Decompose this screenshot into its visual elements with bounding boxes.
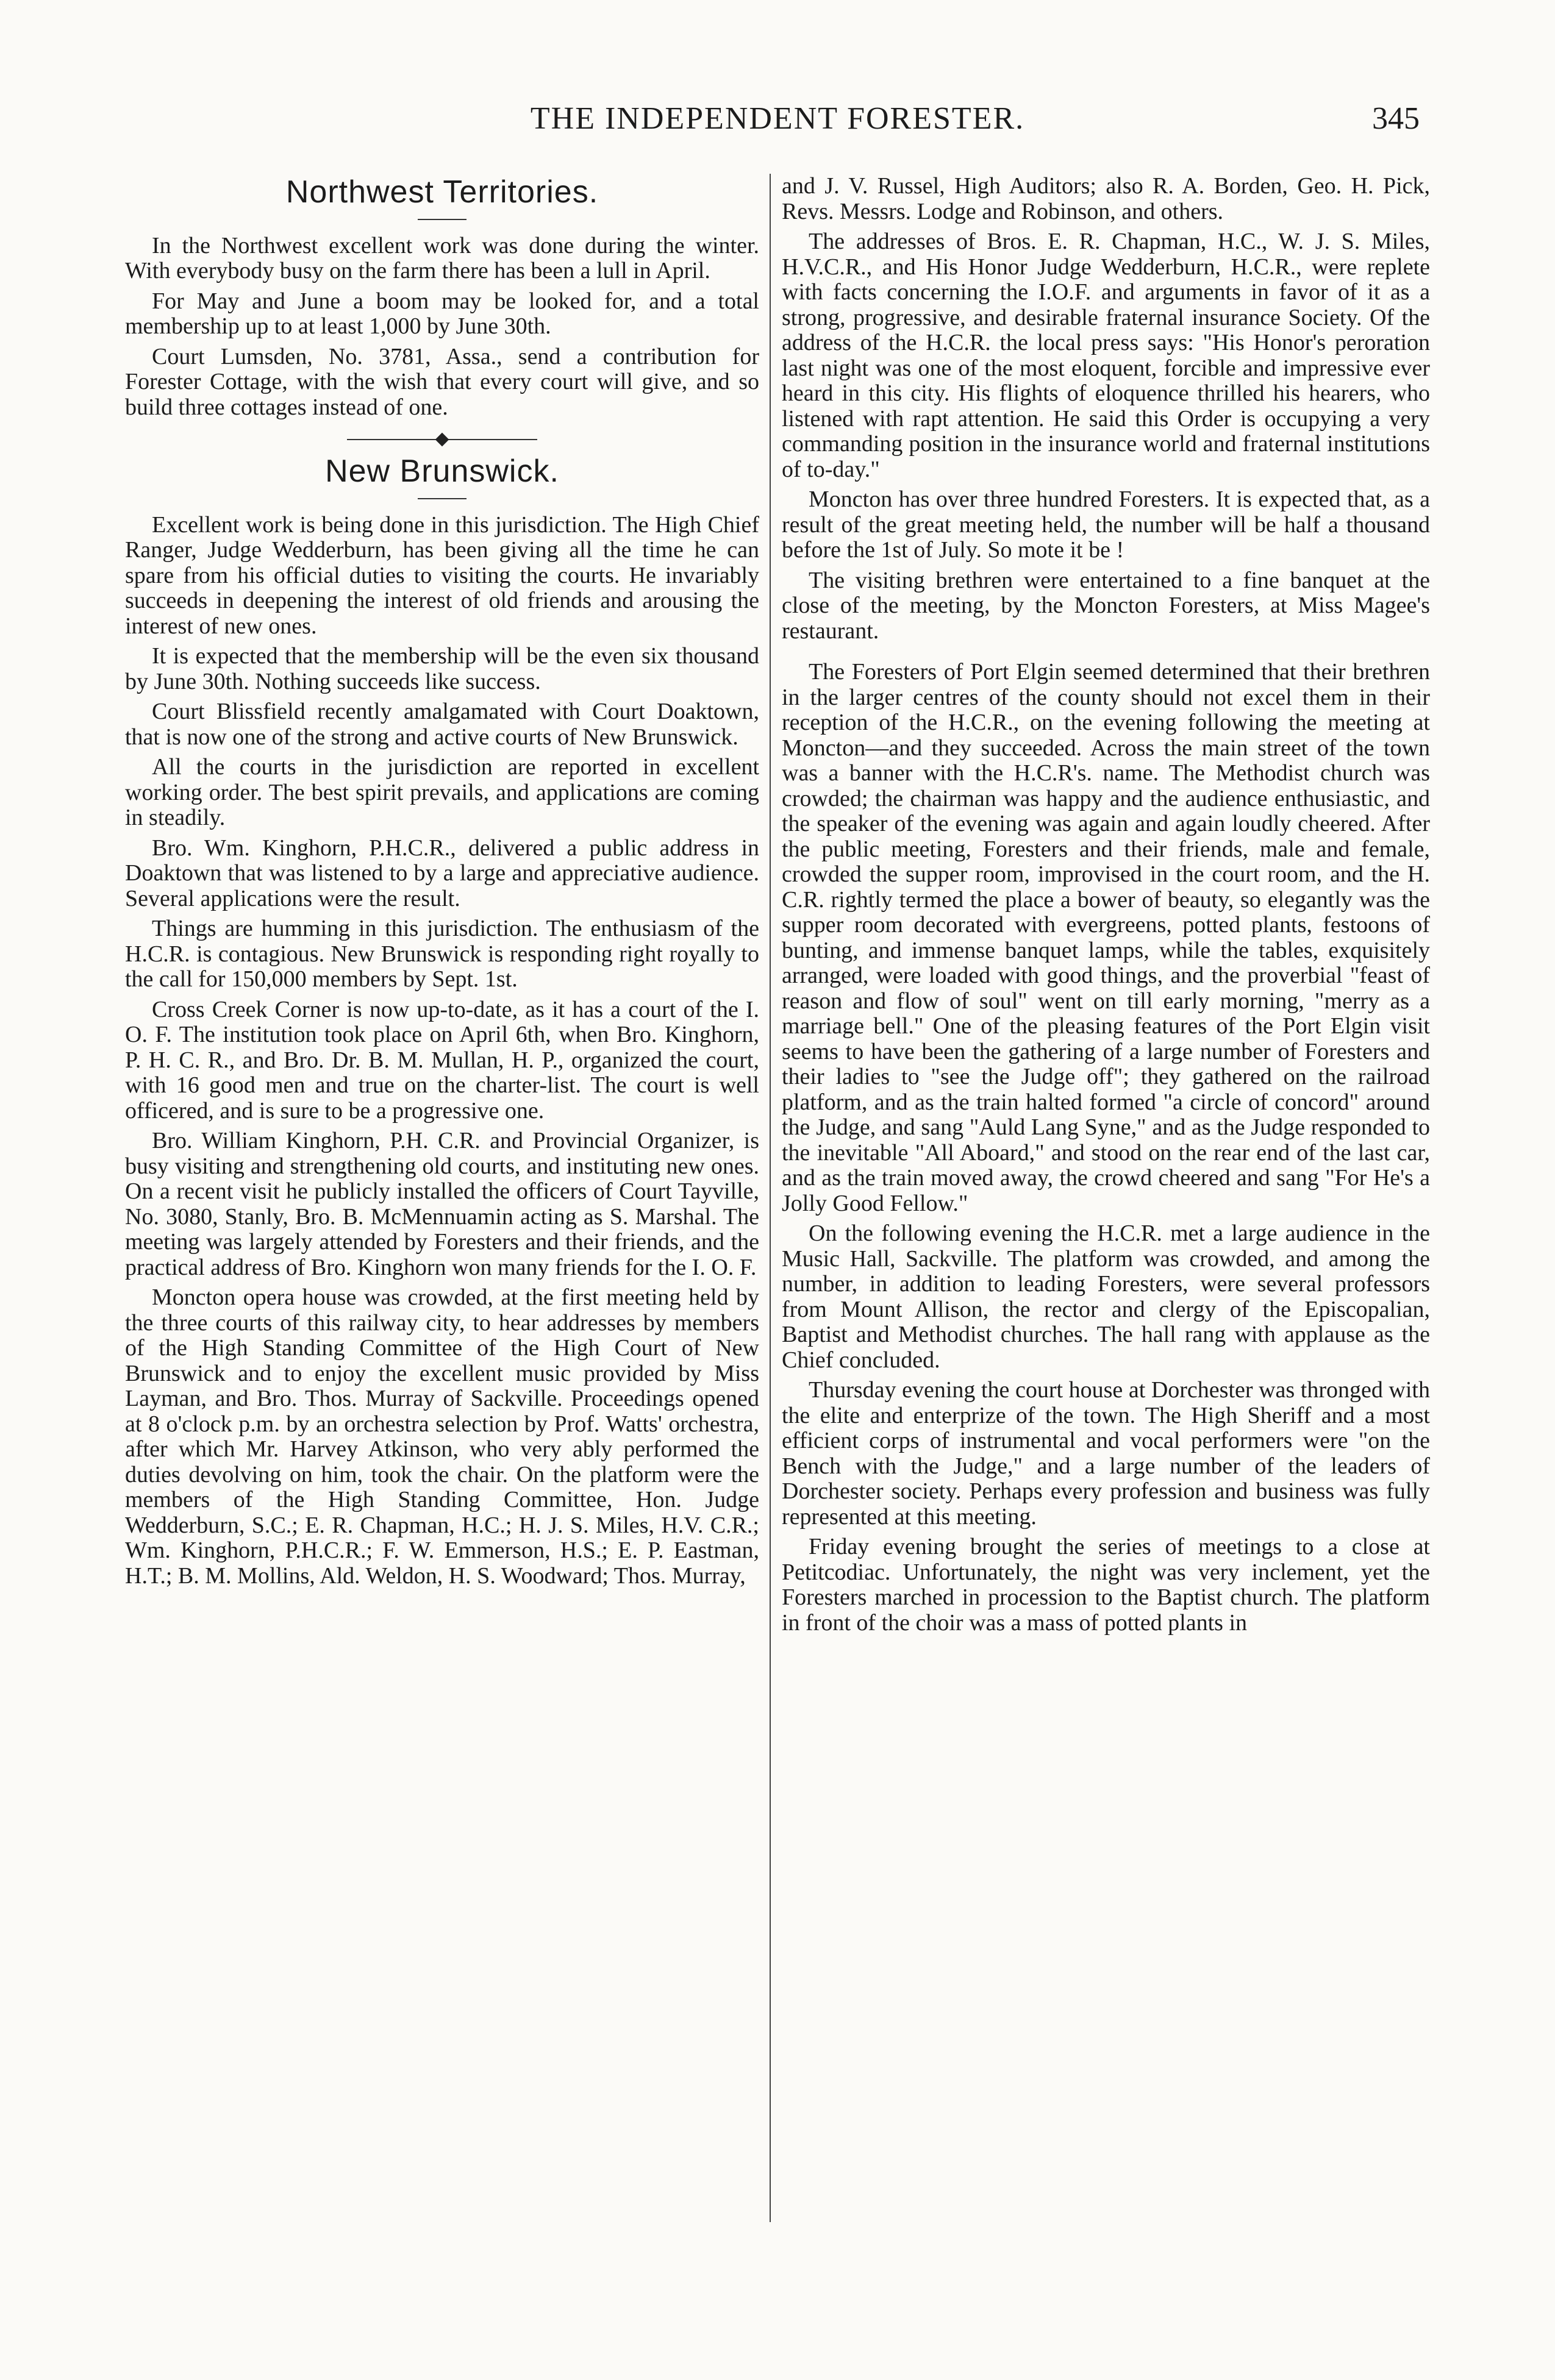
paragraph: Court Lumsden, No. 3781, Assa., send a contribution for Forester Cottage, with the wish that every court will give, and so build three cottages instead of one. (125, 343, 759, 420)
page-header-title: THE INDEPENDENT FORESTER. (530, 101, 1025, 136)
paragraph: Things are humming in this jurisdiction. The enthusiasm of the H.C.R. is contagious. New Brunswick is responding right royally to the call for 150,000 members by Sept. 1st. (125, 916, 759, 992)
section-heading-northwest: Northwest Territories. (285, 174, 599, 210)
column-divider (770, 174, 771, 2222)
heading-rule (418, 498, 467, 499)
paragraph: Bro. William Kinghorn, P.H. C.R. and Provincial Organizer, is busy visiting and strengthening old courts, and instituting new ones. On a recent visit he publicly installed the officers of Court Tayville, No. 3080, Stanly, Bro. B. McMennuamin acting as S. Marshal. The meeting was largely attended by Foresters and their friends, and the practical address of Bro. Kinghorn won many friends for the I. O. F. (125, 1128, 759, 1280)
paragraph: It is expected that the membership will be the even six thousand by June 30th. Nothing succeeds like success. (125, 643, 759, 694)
left-column (125, 174, 759, 1594)
paragraph: On the following evening the H.C.R. met a large audience in the Music Hall, Sackville. The platform was crowded, and among the number, in addition to leading Foresters, were several professors from Mount Allison, the rector and clergy of the Episcopalian, Baptist and Methodist churches. The hall rang with applause as the Chief concluded. (782, 1220, 1430, 1373)
paragraph: Thursday evening the court house at Dorchester was thronged with the elite and enterprize of the town. The High Sheriff and a most efficient corps of instrumental and vocal performers were "on the Bench with the Judge," and a large number of the leaders of Dorchester society. Perhaps every profession and business was fully represented at this meeting. (782, 1377, 1430, 1530)
paragraph: Court Blissfield recently amalgamated with Court Doaktown, that is now one of the strong and active courts of New Brunswick. (125, 699, 759, 750)
right-column (782, 174, 1430, 1641)
paragraph: and J. V. Russel, High Auditors; also R. A. Borden, Geo. H. Pick, Revs. Messrs. Lodge and Robinson, and others. (782, 173, 1430, 224)
paragraph: The addresses of Bros. E. R. Chapman, H.C., W. J. S. Miles, H.V.C.R., and His Honor Judge Wedderburn, H.C.R., were replete with facts concerning the I.O.F. and arguments in favor of it as a strong, progressive, and desirable fraternal insurance Society. Of the address of the H.C.R. the local press says: "His Honor's peroration last night was one of the most eloquent, forcible and impressive ever heard in this city. His flights of eloquence thrilled his hearers, who listened with rapt attention. He said this Order is occupying a very commanding position in the insurance world and fraternal institutions of to-day." (782, 229, 1430, 482)
heading-rule (418, 219, 467, 220)
paragraph: Cross Creek Corner is now up-to-date, as it has a court of the I. O. F. The institution took place on April 6th, when Bro. Kinghorn, P. H. C. R., and Bro. Dr. B. M. Mullan, H. P., organized the court, with 16 good men and true on the charter-list. The court is well officered, and is sure to be a progressive one. (125, 996, 759, 1124)
paragraph: Bro. Wm. Kinghorn, P.H.C.R., delivered a public address in Doaktown that was listened to by a large and appreciative audience. Several applications were the result. (125, 835, 759, 911)
section-heading-new-brunswick: New Brunswick. (325, 454, 559, 489)
paragraph: Excellent work is being done in this jurisdiction. The High Chief Ranger, Judge Wedderburn, has been giving all the time he can spare from his official duties to visiting the courts. He invariably succeeds in deepening the interest of old friends and arousing the interest of new ones. (125, 511, 759, 639)
paragraph: Moncton has over three hundred Foresters. It is expected that, as a result of the great meeting held, the number will be half a thousand before the 1st of July. So mote it be ! (782, 486, 1430, 563)
paragraph: In the Northwest excellent work was done during the winter. With everybody busy on the farm there has been a lull in April. (125, 232, 759, 283)
section-divider-ornament (125, 435, 759, 444)
page-number: 345 (1372, 101, 1420, 136)
paragraph: For May and June a boom may be looked for, and a total membership up to at least 1,000 by June 30th. (125, 288, 759, 339)
paragraph: The visiting brethren were entertained to a fine banquet at the close of the meeting, by the Moncton Foresters, at Miss Magee's restaurant. (782, 567, 1430, 644)
paragraph: The Foresters of Port Elgin seemed determined that their brethren in the larger centres of the county should not excel them in their reception of the H.C.R., on the evening following the meeting at Moncton—and they succeeded. Across the main street of the town was a banner with the H.C.R's. name. The Methodist church was crowded; the chairman was happy and the audience enthusiastic, and the speaker of the evening was again and again loudly cheered. After the public meeting, Foresters and their friends, male and female, crowded the supper room, improvised in the court room, and the H. C.R. rightly termed the place a bower of beauty, so elegantly was the supper room decorated with evergreens, potted plants, festoons of bunting, and immense banquet lamps, while the tables, exquisitely arranged, were loaded with good things, and the proverbial "feast of reason and flow of soul" went on till early morning, "merry as a marriage bell." One of the pleasing features of the Port Elgin visit seems to have been the gathering of a large number of Foresters and their ladies to "see the Judge off"; they gathered on the railroad platform, and as the train halted formed "a circle of concord" around the Judge, and sang "Auld Lang Syne," and as the Judge responded to the inevitable "All Aboard," and stood on the rear end of the last car, and as the train moved away, the crowd cheered and sang "For He's a Jolly Good Fellow." (782, 659, 1430, 1216)
paragraph: All the courts in the jurisdiction are reported in excellent working order. The best spirit prevails, and applications are coming in steadily. (125, 754, 759, 830)
paragraph: Friday evening brought the series of meetings to a close at Petitcodiac. Unfortunately, the night was very inclement, yet the Foresters marched in procession to the Baptist church. The platform in front of the choir was a mass of potted plants in (782, 1534, 1430, 1636)
paragraph: Moncton opera house was crowded, at the first meeting held by the three courts of this railway city, to hear addresses by members of the High Standing Committee of the High Court of New Brunswick and to enjoy the excellent music provided by Miss Layman, and Bro. Thos. Murray of Sackville. Proceedings opened at 8 o'clock p.m. by an orchestra selection by Prof. Watts' orchestra, after which Mr. Harvey Atkinson, who very ably performed the duties devolving on him, took the chair. On the platform were the members of the High Standing Committee, Hon. Judge Wedderburn, S.C.; E. R. Chapman, H.C.; H. J. S. Miles, H.V. C.R.; Wm. Kinghorn, P.H.C.R.; F. W. Emmerson, H.S.; E. P. Eastman, H.T.; B. M. Mollins, Ald. Weldon, H. S. Woodward; Thos. Murray, (125, 1284, 759, 1589)
